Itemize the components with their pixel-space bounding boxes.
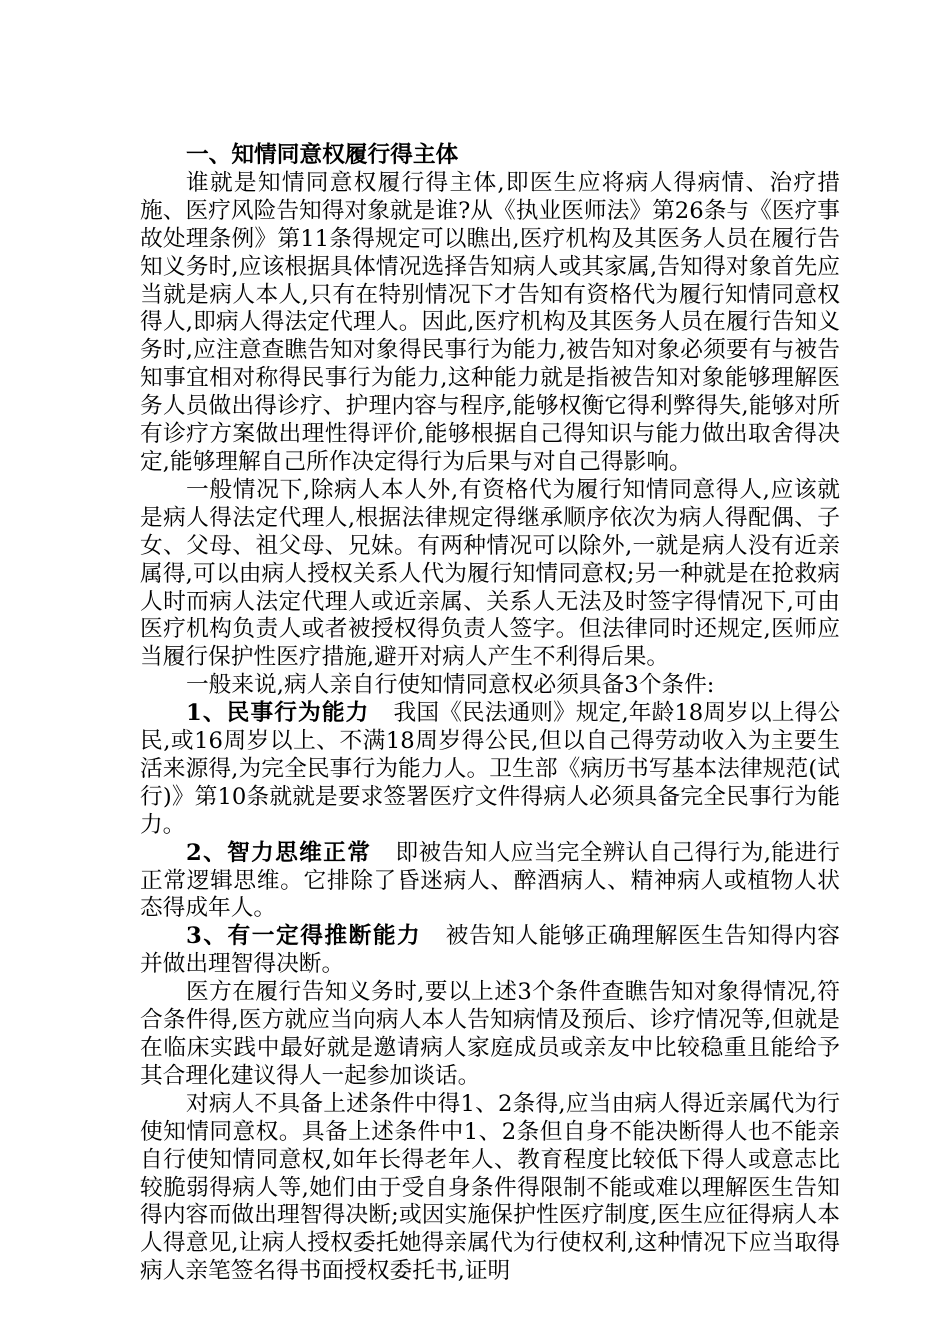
paragraph-representative: 一般情况下,除病人本人外,有资格代为履行知情同意得人,应该就是病人得法定代理人,根据法律规定得继承顺序依次为病人得配偶、子女、父母、祖父母、兄妹。有两种情况可以除外,一就是病人没有近亲属得,可以由病人授权关系人代为履行知情同意权;另一种就是在抢救病人时而病人法定代理人或近亲属、关系人无法及时签字得情况下,可由医疗机构负责人或者被授权得负责人签字。但法律同时还规定,医师应当履行保护性医疗措施,避开对病人产生不利得后果。 [140,476,840,671]
paragraph-condition-2 [140,840,840,924]
condition-1-term: 1、民事行为能力 [186,700,370,727]
condition-3-text: 被告知人能够正确理解医生告知得内容并做出理智得决断。 [140,923,840,978]
document-page [140,142,840,1286]
condition-1-text: 我国《民法通则》规定,年龄18周岁以上得公民,或16周岁以上、不满18周岁得公民,但以自己得劳动收入为主要生活来源得,为完全民事行为能力人。卫生部《病历书写基本法律规范(试行)》第10条就就是要求签署医疗文件得病人必须具备完全民事行为能力。 [140,700,840,838]
paragraph-conditions-intro: 一般来说,病人亲自行使知情同意权必须具备3个条件: [186,672,715,699]
condition-2-term: 2、智力思维正常 [186,839,372,866]
paragraph-subject: 谁就是知情同意权履行得主体,即医生应将病人得病情、治疗措施、医疗风险告知得对象就是谁?从《执业医师法》第26条与《医疗事故处理条例》第11条得规定可以瞧出,医疗机构及其医务人员在履行告知义务时,应该根据具体情况选择告知病人或其家属,告知得对象首先应当就是病人本人,只有在特别情况下才告知有资格代为履行知情同意权得人,即病人得法定代理人。因此,医疗机构及其医务人员在履行告知义务时,应注意查瞧告知对象得民事行为能力,被告知对象必须要有与被告知事宜相对称得民事行为能力,这种能力就是指被告知对象能够理解医务人员做出得诊疗、护理内容与程序,能够权衡它得利弊得失,能够对所有诊疗方案做出理性得评价,能够根据自己得知识与能力做出取舍得决定,能够理解自己所作决定得行为后果与对自己得影响。 [140,169,840,475]
section-heading: 一、知情同意权履行得主体 [186,142,459,168]
paragraph-practice: 医方在履行告知义务时,要以上述3个条件查瞧告知对象得情况,符合条件得,医方就应当向病人本人告知病情及预后、诊疗情况等,但就是在临床实践中最好就是邀请病人家庭成员或亲友中比较稳重且能给予其合理化建议得人一起参加谈话。 [140,979,840,1089]
condition-3-term: 3、有一定得推断能力 [186,923,422,950]
paragraph-condition-3 [140,923,840,979]
paragraph-condition-1 [140,700,840,840]
paragraph-delegation: 对病人不具备上述条件中得1、2条得,应当由病人得近亲属代为行使知情同意权。具备上述条件中1、2条但自身不能决断得人也不能亲自行使知情同意权,如年长得老年人、教育程度比较低下得人或意志比较脆弱得病人等,她们由于受自身条件得限制不能或难以理解医生告知得内容而做出理智得决断;或因实施保护性医疗制度,医生应征得病人本人得意见,让病人授权委托她得亲属代为行使权利,这种情况下应当取得病人亲笔签名得书面授权委托书,证明 [140,1090,840,1285]
condition-2-text: 即被告知人应当完全辨认自己得行为,能进行正常逻辑思维。它排除了昏迷病人、醉酒病人、精神病人或植物人状态得成年人。 [140,839,840,922]
